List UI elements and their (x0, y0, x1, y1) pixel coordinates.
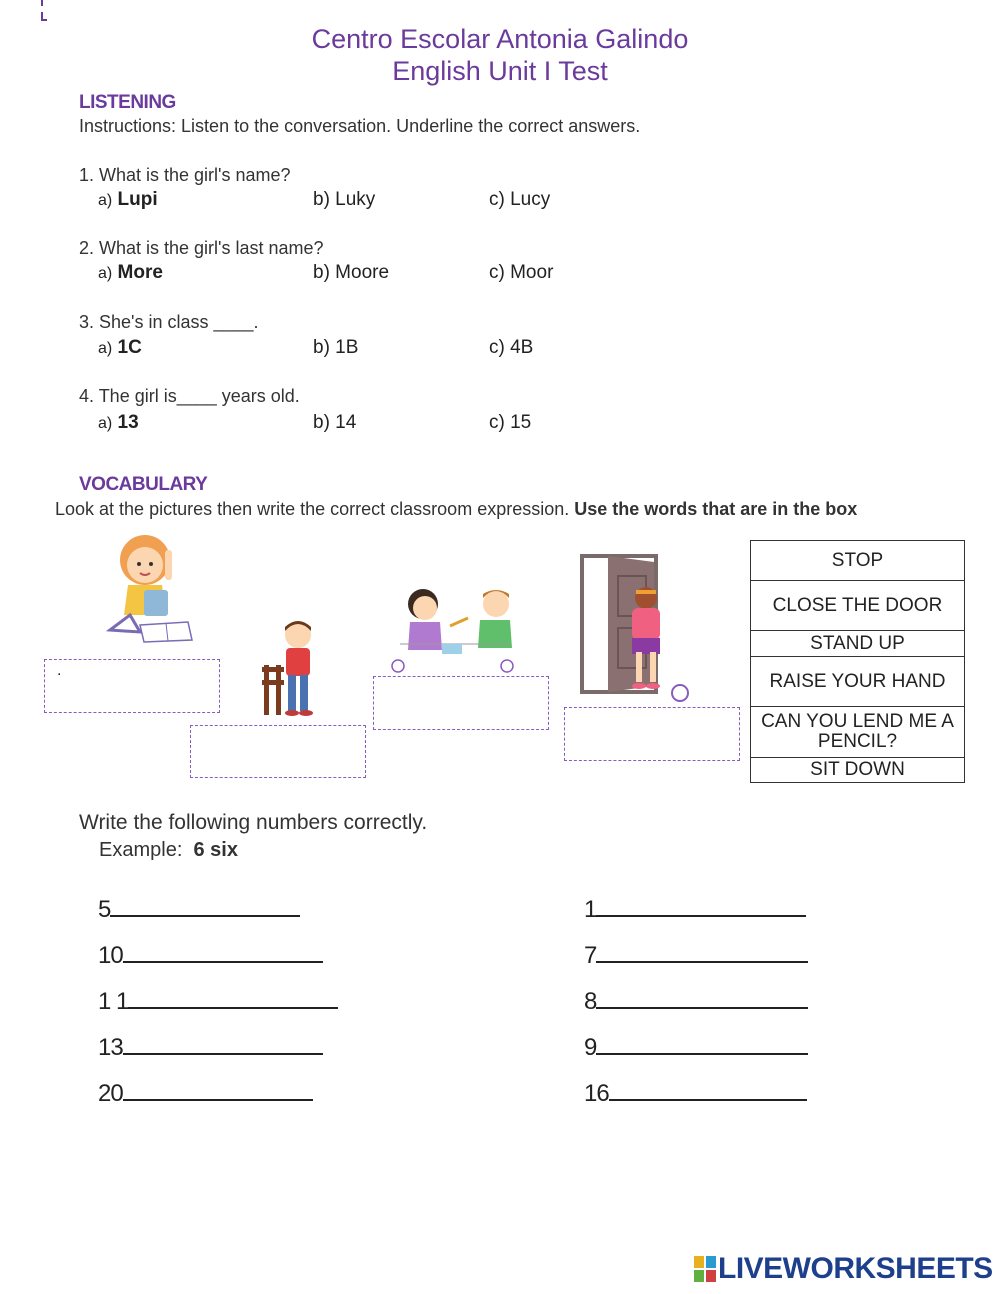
answer-box-2[interactable] (190, 725, 366, 778)
word-lend-pencil: CAN YOU LEND ME A PENCIL? (751, 707, 964, 758)
girl-closing-door-picture (578, 552, 698, 702)
numbers-instructions: Write the following numbers correctly. (79, 811, 428, 834)
vocabulary-instructions: Look at the pictures then write the correct classroom expression. Use the words that are in the box (55, 499, 858, 519)
answer-box-4[interactable] (564, 707, 740, 761)
corner-mark (40, 0, 46, 22)
option-c[interactable]: c) Moor (489, 262, 554, 283)
kids-lending-pencil-picture (390, 582, 520, 674)
school-title: Centro Escolar Antonia Galindo (311, 24, 689, 54)
option-a[interactable]: a) 1C (98, 337, 142, 358)
question-text: 2. What is the girl's last name? (79, 238, 324, 258)
number-item-left[interactable]: 13 (98, 1034, 323, 1062)
liveworksheets-logo[interactable] (694, 1252, 993, 1286)
number-item-left[interactable]: 1 1 (98, 988, 338, 1016)
vocabulary-heading: VOCABULARY (79, 474, 208, 495)
answer-box-1[interactable]: . (44, 659, 220, 713)
option-c[interactable]: c) Lucy (489, 189, 551, 210)
number-item-right[interactable]: 7 (584, 942, 808, 970)
option-b[interactable]: b) 1B (313, 337, 359, 358)
test-title: English Unit I Test (392, 56, 608, 86)
option-c[interactable]: c) 15 (489, 412, 532, 433)
boy-sitting-down-picture (258, 615, 323, 717)
number-item-right[interactable]: 9 (584, 1034, 808, 1062)
word-sit-down: SIT DOWN (810, 759, 905, 781)
question-text: 3. She's in class ____. (79, 312, 259, 332)
number-item-right[interactable]: 16 (584, 1080, 807, 1108)
option-a[interactable]: a) Lupi (98, 189, 158, 210)
option-a[interactable]: a) 13 (98, 412, 139, 433)
option-a[interactable]: a) More (98, 262, 163, 283)
number-item-left[interactable]: 10 (98, 942, 323, 970)
option-b[interactable]: b) Moore (313, 262, 390, 283)
question-text: 1. What is the girl's name? (79, 165, 291, 185)
word-stop: STOP (751, 541, 964, 581)
number-item-left[interactable]: 5 (98, 896, 300, 924)
number-item-right[interactable]: 8 (584, 988, 808, 1016)
listening-instructions: Instructions: Listen to the conversation. Underline the correct answers. (79, 116, 641, 136)
question-text: 4. The girl is____ years old. (79, 386, 300, 406)
girl-raising-hand-picture (100, 530, 195, 650)
word-close-the-door: CLOSE THE DOOR (751, 581, 964, 631)
word-box (750, 540, 965, 783)
option-b[interactable]: b) 14 (313, 412, 357, 433)
word-stand-up: STAND UP (751, 631, 964, 657)
number-item-right[interactable]: 1 (584, 896, 806, 924)
word-raise-your-hand: RAISE YOUR HAND (751, 657, 964, 707)
numbers-example: Example: 6 six (99, 839, 238, 861)
option-b[interactable]: b) Luky (313, 189, 376, 210)
answer-box-3[interactable] (373, 676, 549, 730)
option-c[interactable]: c) 4B (489, 337, 534, 358)
listening-heading: LISTENING (79, 92, 176, 113)
logo-text: LIVEWORKSHEETS (718, 1252, 993, 1285)
number-item-left[interactable]: 20 (98, 1080, 313, 1108)
logo-icon (694, 1256, 716, 1282)
